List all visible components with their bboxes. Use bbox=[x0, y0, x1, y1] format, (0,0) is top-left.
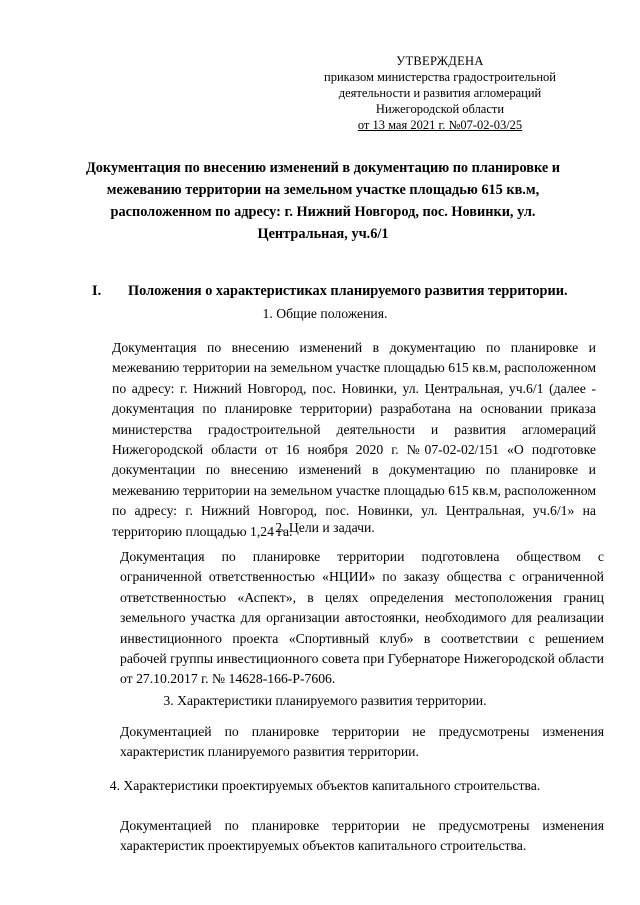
section-number: I. bbox=[92, 283, 102, 299]
document-title-line: расположенном по адресу: г. Нижний Новгород, пос. Новинки, ул. bbox=[110, 204, 536, 220]
subsection-heading-general: 1. Общие положения. bbox=[262, 306, 388, 321]
document-title-line: Документация по внесению изменений в документацию по планировке и bbox=[85, 160, 561, 176]
approval-stamp bbox=[300, 53, 580, 133]
document-title-line: Центральная, уч.6/1 bbox=[257, 226, 389, 242]
paragraph-development: Документацией по планировке территории не предусмотрены изменения характеристик планируемого развития территории. bbox=[120, 724, 604, 760]
approval-order-reference: от 13 мая 2021 г. №07-02-03/25 bbox=[357, 118, 523, 132]
document-title bbox=[78, 157, 568, 245]
subsection-heading-goals: 2. Цели и задачи. bbox=[275, 520, 375, 535]
subsection-heading-construction: 4. Характеристики проектируемых объектов капитального строительства. bbox=[109, 778, 541, 793]
section-title: Положения о характеристиках планируемого развития территории. bbox=[128, 283, 568, 299]
paragraph-general: Документация по внесению изменений в документацию по планировке и межеванию территории на земельном участке площадью 615 кв.м, расположенном по адресу: г. Нижний Новгород, пос. Новинки, ул. Центральная, уч.6/1 (далее - документация по планировке территории) разработана на основании приказа министерства градостроительной деятельности и развития агломераций Нижегородской области от 16 ноября 2020 г. №07-02-02/151 «О подготовке документации по внесению изменений в документацию по планировке и межеванию территории на земельном участке площадью 615 кв.м, расположенном по адресу: г. Нижний Новгород, пос. Новинки, ул. Центральная, уч.6/1» на территорию площадью 1,24 га. bbox=[112, 340, 596, 539]
approval-line: Нижегородской области bbox=[375, 102, 505, 116]
approval-line: деятельности и развития агломераций bbox=[338, 86, 542, 100]
approval-title: УТВЕРЖДЕНА bbox=[396, 54, 484, 68]
document-title-line: межеванию территории на земельном участке площадью 615 кв.м, bbox=[106, 182, 540, 198]
subsection-heading-development: 3. Характеристики планируемого развития территории. bbox=[163, 693, 487, 708]
paragraph-construction: Документацией по планировке территории не предусмотрены изменения характеристик проектируемых объектов капитального строительства. bbox=[120, 818, 604, 854]
paragraph-goals: Документация по планировке территории подготовлена обществом с ограниченной ответственностью «НЦИИ» по заказу общества с ограниченной ответственностью «Аспект», в целях определения местоположения границ земельного участка для организации автостоянки, необходимого для реализации инвестиционного проекта «Спортивный клуб» в соответствии с решением рабочей группы инвестиционного совета при Губернаторе Нижегородской области от 27.10.2017 г. № 14628-166-Р-7606. bbox=[120, 549, 604, 687]
approval-line: приказом министерства градостроительной bbox=[324, 70, 556, 84]
